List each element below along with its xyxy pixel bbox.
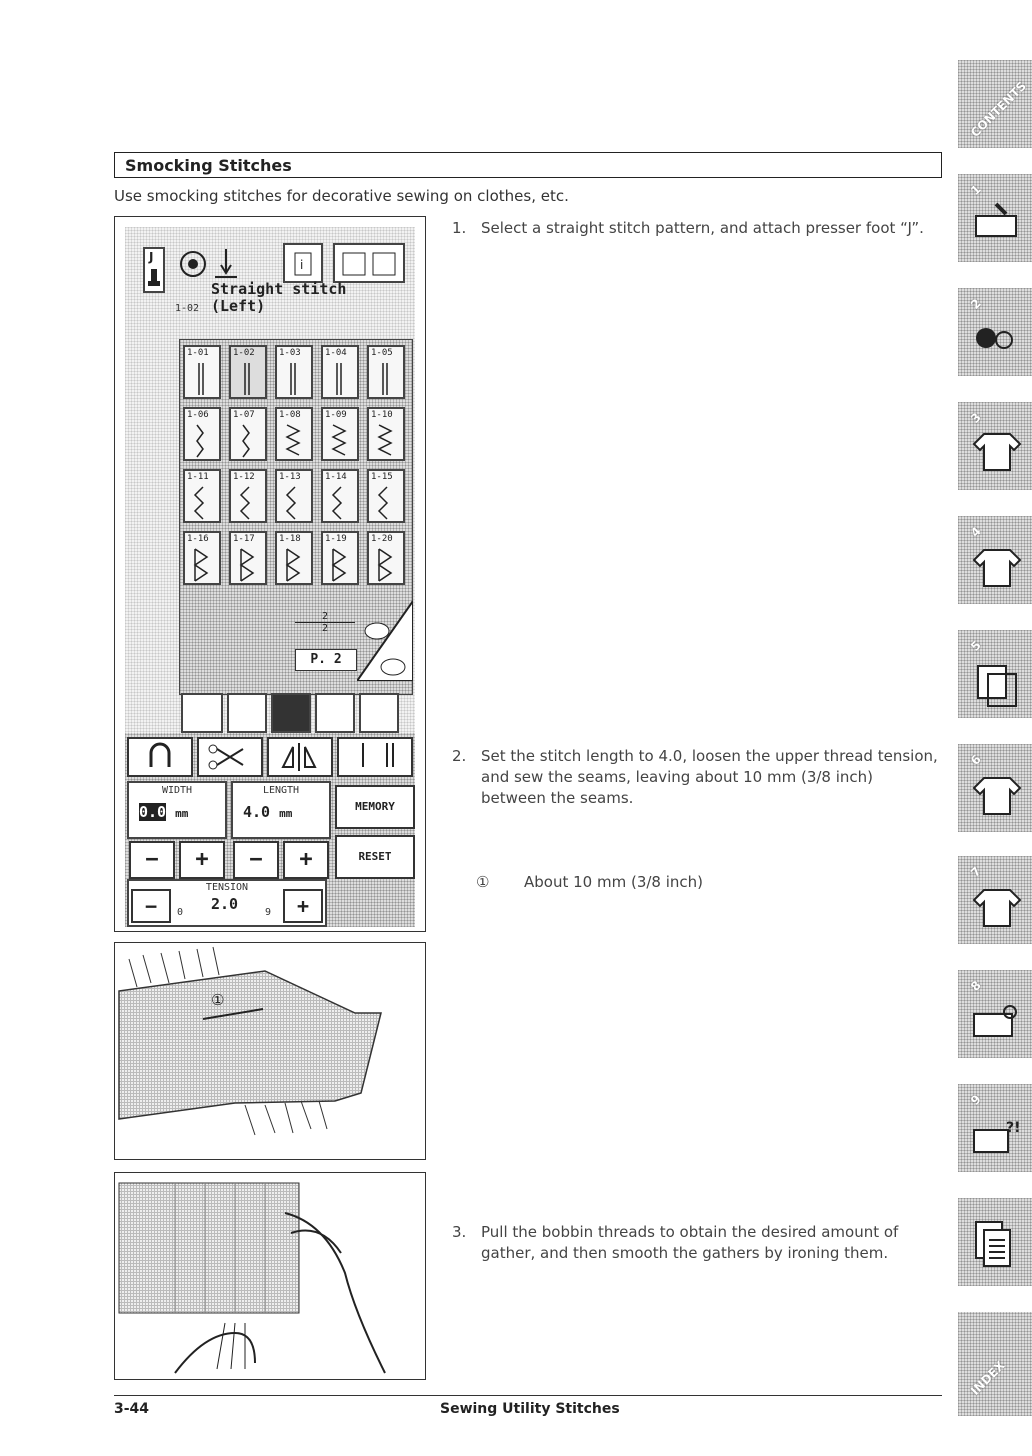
memory-button[interactable]: MEMORY [335,785,415,829]
tension-value: 2.0 [211,895,239,913]
stitch-pattern-icon [235,547,263,583]
lcd-screen [125,227,415,927]
step-3 [452,1222,942,1264]
bobbin-icon [179,249,213,279]
length-value: 4.0 [243,803,271,821]
reverse-stitch-icon [129,739,191,775]
stitch-pattern-icon [235,423,263,459]
stitch-code: 1-17 [233,534,255,544]
stitch-pattern-icon [373,485,401,521]
dimension-marker: ① [211,991,225,1009]
stitch-code: 1-05 [371,348,393,358]
stitch-pattern-icon [327,485,355,521]
intro-text: Use smocking stitches for decorative sewing on clothes, etc. [114,187,569,205]
presser-foot-indicator [143,247,165,293]
length-minus-button[interactable]: − [233,841,279,879]
embroidery-frame-icon [974,662,1024,708]
stitch-code: 1-15 [371,472,393,482]
page-fraction-bottom: 2 [295,622,355,634]
gather-illustration [114,1172,426,1380]
side-tab-9[interactable] [958,1084,1032,1172]
shirt-icon [970,430,1024,474]
tension-plus-button[interactable]: + [283,889,323,923]
needle-mode-button[interactable] [337,737,413,777]
scissors-icon [199,739,261,775]
presser-foot-letter: J [149,250,154,264]
stitch-pattern-button[interactable] [275,531,313,585]
stitch-pattern-icon [189,423,217,459]
reverse-button[interactable] [127,737,193,777]
stitch-pattern-button[interactable] [367,469,405,523]
side-tab-appendix[interactable] [958,1198,1032,1286]
side-tab-contents-label: CONTENTS [968,78,1030,140]
page-indicator [295,611,355,634]
side-tab-index[interactable] [958,1312,1032,1416]
stitch-pattern-icon [235,485,263,521]
stitch-pattern-icon [327,547,355,583]
stitch-pattern-icon [189,547,217,583]
mirror-button[interactable] [267,737,333,777]
stitch-pattern-button[interactable] [229,345,267,399]
side-tab-8[interactable] [958,970,1032,1058]
seam-illustration [114,942,426,1160]
pattern-name-line2: (Left) [211,297,266,315]
stitch-pattern-button[interactable] [183,345,221,399]
stitch-pattern-icon [281,547,309,583]
side-tab-number: 1 [968,182,984,198]
side-tab-number: 8 [968,978,984,994]
side-tab-number: 5 [968,638,984,654]
stitch-pattern-button[interactable] [229,469,267,523]
tension-label: TENSION [205,882,249,893]
stitch-pattern-icon [327,423,355,459]
stitch-pattern-icon [373,423,401,459]
stitch-code: 1-10 [371,410,393,420]
note-marker: ① [476,873,490,891]
pattern-code: 1-02 [175,303,200,314]
side-tab-2[interactable] [958,288,1032,376]
stitch-code: 1-06 [187,410,209,420]
stitch-pattern-icon [189,485,217,521]
stitch-pattern-button[interactable] [275,345,313,399]
section-title: Smocking Stitches [125,156,292,175]
side-tab-number: 4 [968,524,984,540]
stitch-code: 1-02 [233,348,255,358]
stitch-pattern-button[interactable] [321,345,359,399]
stitch-pattern-button[interactable] [321,531,359,585]
tension-min: 0 [177,907,184,918]
stitch-code: 1-12 [233,472,255,482]
mirror-icon [269,739,331,775]
stitch-code: 1-14 [325,472,347,482]
tension-display [127,879,327,927]
stitch-pattern-icon [281,485,309,521]
stitch-pattern-button[interactable] [183,531,221,585]
stitch-pattern-button[interactable] [367,345,405,399]
width-value: 0.0 [139,803,167,821]
step-text: Select a straight stitch pattern, and attach presser foot “J”. [481,219,924,237]
stitch-pattern-icon [281,361,309,397]
side-tab-1[interactable] [958,174,1032,262]
needle-mode-icon [339,739,411,775]
side-tab-7[interactable] [958,856,1032,944]
side-tab-3[interactable] [958,402,1032,490]
category-tab-1[interactable] [181,693,223,733]
width-value-row [139,803,188,821]
stitch-pattern-icon [373,547,401,583]
stitch-pattern-button[interactable] [183,469,221,523]
stitch-pattern-icon [235,361,263,397]
needle-position-icon [211,247,241,281]
side-tab-number: 6 [968,752,984,768]
gathering-drawing [115,1173,426,1380]
page-turn-icon[interactable] [357,601,413,681]
length-unit: mm [279,807,293,820]
side-tab-4[interactable] [958,516,1032,604]
stitch-category-button[interactable] [333,243,405,283]
page-fraction-top: 2 [321,611,329,622]
length-label: LENGTH [262,785,300,796]
side-tab-index-label: INDEX [968,1358,1008,1398]
stitch-pattern-button[interactable] [183,407,221,461]
side-tab-number: 9 [968,1092,984,1108]
stitch-code: 1-19 [325,534,347,544]
step-2 [452,746,942,809]
step-number: 3. [452,1223,467,1241]
info-icon [285,245,321,281]
page-number: 3-44 [114,1401,150,1417]
fabric-seams-drawing [115,943,426,1160]
thread-cutter-button[interactable] [197,737,263,777]
troubleshooting-icon [970,1116,1024,1160]
width-plus-button[interactable]: + [179,841,225,879]
stitch-code: 1-01 [187,348,209,358]
stitch-pattern-button[interactable] [321,407,359,461]
pattern-name-line1: Straight stitch [211,280,347,298]
stitch-pattern-icon [373,361,401,397]
stitch-code: 1-20 [371,534,393,544]
reset-button[interactable]: RESET [335,835,415,879]
thread-spool-icon [972,318,1022,358]
stitch-pattern-icon [189,361,217,397]
side-tab-number: 7 [968,864,984,880]
svg-text:?!: ?! [1006,1120,1021,1136]
stitch-code: 1-13 [279,472,301,482]
side-tab-number: 3 [968,410,984,426]
stitch-code: 1-18 [279,534,301,544]
width-minus-button[interactable]: − [129,841,175,879]
machine-maintenance-icon [970,1000,1024,1044]
width-display [127,781,227,839]
footer-divider [114,1395,942,1396]
stitch-code: 1-04 [325,348,347,358]
stitch-pattern-button[interactable] [321,469,359,523]
step-text: Pull the bobbin threads to obtain the desired amount of gather, and then smooth the gathers by ironing them. [481,1223,899,1262]
side-tab-number: 2 [968,296,984,312]
category-tab-5[interactable] [359,693,399,733]
document-stack-icon [974,1220,1018,1272]
stitch-code: 1-16 [187,534,209,544]
length-display [231,781,331,839]
width-label: WIDTH [161,785,193,796]
sewing-machine-icon [972,202,1022,242]
stitch-code: 1-07 [233,410,255,420]
pattern-name [211,281,346,315]
category-tab-4[interactable] [315,693,355,733]
svg-text:i: i [300,258,304,272]
side-tab-contents[interactable] [958,60,1032,148]
category-tab-2[interactable] [227,693,267,733]
stitch-pattern-button[interactable] [367,531,405,585]
settings-button[interactable] [283,243,323,283]
step-1 [452,218,942,239]
length-plus-button[interactable]: + [283,841,329,879]
page-label: P. 2 [295,649,357,671]
step-text: Set the stitch length to 4.0, loosen the upper thread tension, and sew the seams, leaving about 10 mm (3/8 inch) between the seams. [481,747,938,807]
embroidered-shirt-icon [970,774,1024,818]
step-number: 1. [452,219,467,237]
stitch-pattern-button[interactable] [275,469,313,523]
stitch-pattern-button[interactable] [229,407,267,461]
stitch-code: 1-09 [325,410,347,420]
stitch-code: 1-03 [279,348,301,358]
edited-shirt-icon [970,886,1024,930]
stitch-pattern-button[interactable] [275,407,313,461]
length-value-row [243,803,292,821]
step-number: 2. [452,747,467,765]
tension-minus-button[interactable]: − [131,889,171,923]
category-tab-3[interactable] [271,693,311,733]
side-tab-6[interactable] [958,744,1032,832]
stitch-pattern-button[interactable] [229,531,267,585]
section-header [114,152,942,178]
lcd-screen-illustration [114,216,426,932]
width-unit: mm [175,807,189,820]
stitch-pattern-icon [281,423,309,459]
stitch-code: 1-08 [279,410,301,420]
decorative-shirt-icon [970,546,1024,590]
note-item [452,872,942,893]
footer-title: Sewing Utility Stitches [440,1401,620,1417]
stitch-pattern-icon [327,361,355,397]
note-text: About 10 mm (3/8 inch) [524,873,704,891]
side-tab-5[interactable] [958,630,1032,718]
stitch-code: 1-11 [187,472,209,482]
stitch-pattern-button[interactable] [367,407,405,461]
presser-foot-icon [145,267,163,289]
tension-max: 9 [265,907,272,918]
garment-icon [335,245,403,281]
